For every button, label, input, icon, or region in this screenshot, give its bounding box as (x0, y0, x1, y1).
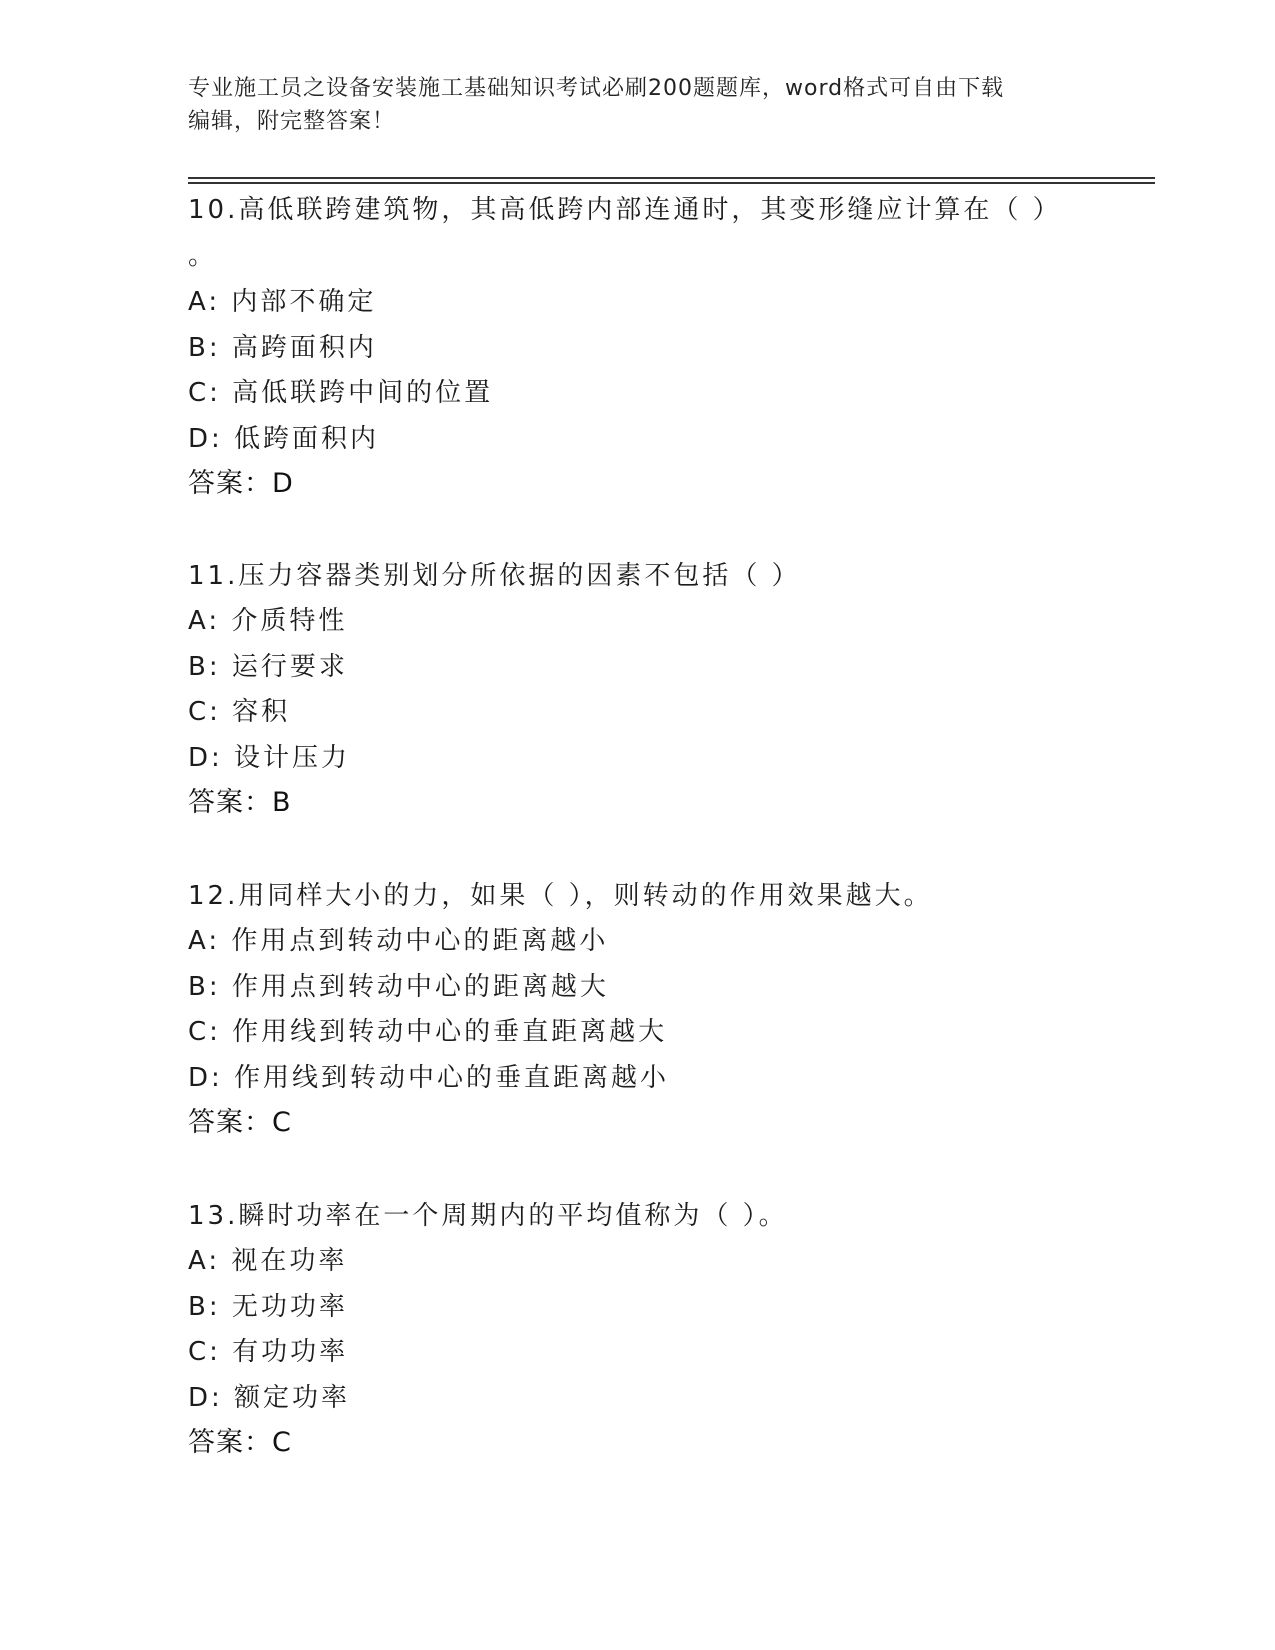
option-b: B: 作用点到转动中心的距离越大 (188, 971, 609, 1002)
option-b: B: 无功功率 (188, 1291, 348, 1322)
answer: 答案：B (188, 787, 292, 818)
option-a: A: 介质特性 (188, 606, 348, 636)
option-c: C: 作用线到转动中心的垂直距离越大 (188, 1017, 668, 1047)
answer: 答案：C (188, 1107, 292, 1138)
header-line-2: 编辑，附完整答案！ (188, 109, 396, 134)
option-c: C: 有功功率 (188, 1337, 349, 1367)
option-a: A: 内部不确定 (188, 287, 377, 317)
question-stem: 12.用同样大小的力，如果（ ），则转动的作用效果越大。 (188, 881, 933, 911)
option-c: C: 容积 (188, 697, 291, 727)
header-divider-bottom (188, 182, 1155, 184)
question-stem: 13.瞬时功率在一个周期内的平均值称为（ ）。 (188, 1201, 788, 1231)
option-d: D: 低跨面积内 (188, 423, 380, 454)
option-c: C: 高低联跨中间的位置 (188, 378, 494, 408)
question-stem: 10.高低联跨建筑物，其高低跨内部连通时，其变形缝应计算在（ ） (188, 195, 1062, 225)
header-line-1: 专业施工员之设备安装施工基础知识考试必刷200题题库，word格式可自由下载 (188, 76, 1005, 101)
answer: 答案：D (188, 468, 294, 499)
question-10 (188, 192, 1088, 502)
document-header (188, 72, 1068, 138)
question-12 (188, 878, 1088, 1141)
question-13 (188, 1198, 1088, 1461)
option-a: A: 视在功率 (188, 1246, 348, 1276)
option-b: B: 高跨面积内 (188, 332, 377, 363)
question-11 (188, 558, 1088, 821)
answer: 答案：C (188, 1427, 292, 1458)
option-d: D: 额定功率 (188, 1382, 351, 1413)
option-d: D: 设计压力 (188, 742, 351, 773)
question-stem-tail: 。 (188, 241, 215, 271)
header-divider-top (188, 177, 1155, 179)
question-stem: 11.压力容器类别划分所依据的因素不包括（ ） (188, 561, 801, 591)
option-b: B: 运行要求 (188, 651, 348, 682)
option-a: A: 作用点到转动中心的距离越小 (188, 926, 609, 956)
option-d: D: 作用线到转动中心的垂直距离越小 (188, 1062, 670, 1093)
